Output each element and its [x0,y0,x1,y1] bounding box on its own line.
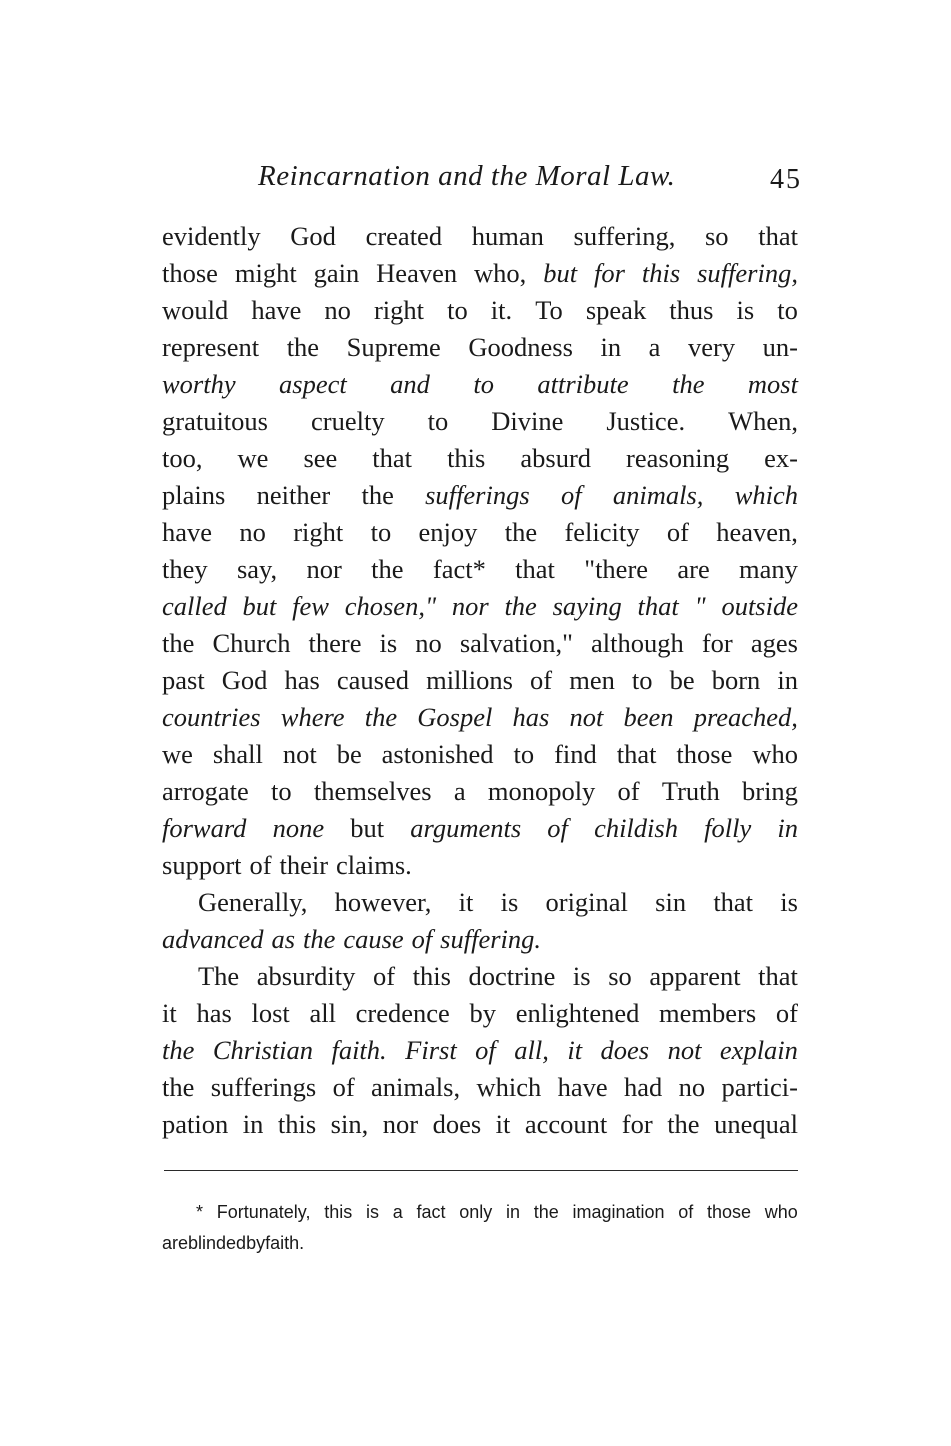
word: we [162,739,193,769]
word: it [495,1109,511,1139]
word: of [617,776,640,806]
word: the [162,1072,195,1102]
text-line [162,847,798,884]
text-line [162,477,798,514]
word: the [504,517,538,547]
word: be [669,665,695,695]
word: astonished [381,739,494,769]
word: it. [490,295,513,325]
word: in [777,665,798,695]
word: that [713,887,754,917]
word: preached, [693,702,798,732]
word: not [569,702,604,732]
word: ex- [764,443,798,473]
word: might [234,258,297,288]
word: find [554,739,597,769]
word: those [676,739,733,769]
word: this [641,258,681,288]
word: too, [162,443,203,473]
word: to [427,406,449,436]
running-head [162,160,802,200]
word: reasoning [626,443,730,473]
word: God [221,665,268,695]
text-line [162,958,798,995]
word: no [239,517,266,547]
word: the [533,1202,559,1222]
word: absurdity [256,961,356,991]
word: unequal [714,1109,798,1139]
word: apparent [649,961,741,991]
word: blinded [188,1233,247,1253]
word: salvation," [459,628,573,658]
text-line [162,699,798,736]
word: childish [594,813,678,843]
word: animals, [371,1072,461,1102]
word: thus [669,295,714,325]
word: to [777,295,798,325]
word: represent [162,332,260,362]
word: arrogate [162,776,249,806]
word: original [545,887,628,917]
word: Heaven [376,258,458,288]
text-line [162,995,798,1032]
word: of [678,1202,694,1222]
word: the [303,924,336,954]
word: it [162,998,177,1028]
word: no [324,295,351,325]
word: sufferings [425,480,530,510]
word: suffering, [697,258,798,288]
word: many [739,554,798,584]
word: all, [514,1035,549,1065]
word: evidently [162,221,261,251]
word: * [196,1202,204,1222]
word: caused [336,665,409,695]
word: felicity [564,517,640,547]
text-line [162,921,798,958]
word: to [473,369,494,399]
word: advanced [162,924,264,954]
word: called [162,591,227,621]
text-line [162,884,798,921]
running-title: Reincarnation and the Moral Law. [258,160,676,192]
word: imagination [572,1202,665,1222]
word: the [371,554,404,584]
word: countries [162,702,261,732]
word: it [567,1035,583,1065]
word: nor [382,1109,419,1139]
word: pation [162,1109,229,1139]
word: speak [585,295,647,325]
word: enjoy [418,517,478,547]
word: attribute [537,369,629,399]
word: but [543,258,578,288]
word: of [249,850,272,880]
text-line [162,292,798,329]
footnote-rule [164,1170,798,1171]
word: Church [212,628,291,658]
word: gain [313,258,360,288]
word: Divine [491,406,564,436]
word: this [412,961,451,991]
word: enlightened [515,998,640,1028]
text-line [162,255,798,292]
word: created [365,221,443,251]
text-line [162,366,798,403]
word: does [432,1109,482,1139]
word: be [336,739,362,769]
word: few [292,591,329,621]
word: but [242,591,277,621]
word: has [512,702,550,732]
word: born [711,665,761,695]
word: Goodness [468,332,573,362]
word: account [524,1109,608,1139]
word: to [271,776,292,806]
word: where [280,702,345,732]
word: Fortunately, [216,1202,311,1222]
word: and [390,369,430,399]
word: suffering. [440,924,542,954]
word: of [475,1035,496,1065]
word: the [672,369,705,399]
word: of [530,665,553,695]
word: is [365,1202,379,1222]
body-text [162,218,798,1143]
word: plains [162,480,226,510]
word: by [469,998,497,1028]
word: human [471,221,544,251]
word: who, [474,258,527,288]
word: is [780,887,798,917]
word: has [284,665,320,695]
word: fact [416,1202,446,1222]
word: doctrine [468,961,556,991]
text-line [162,551,798,588]
word: of [666,517,689,547]
word: that [758,221,798,251]
word: of [332,1072,355,1102]
word: nor [306,554,342,584]
word: faith. [331,1035,387,1065]
text-line [162,625,798,662]
word: that [637,591,679,621]
word: nor [451,591,489,621]
word: would [162,295,229,325]
footnote [162,1197,798,1259]
word: had [623,1072,663,1102]
word: gratuitous [162,406,268,436]
word: To [535,295,563,325]
text-line [162,662,798,699]
word: un- [762,332,798,362]
word: been [623,702,674,732]
word: past [162,665,205,695]
word: When, [728,406,798,436]
word: it [458,887,474,917]
word: the [286,332,320,362]
word: in [600,332,622,362]
word: no [678,1072,706,1102]
word: members [659,998,757,1028]
word: only [459,1202,493,1222]
text-line [162,440,798,477]
word: Gospel [417,702,493,732]
word: the [361,480,394,510]
word: the [364,702,398,732]
text-line [162,810,798,847]
word: arguments [410,813,522,843]
word: heaven, [716,517,798,547]
word: no [415,628,442,658]
word: not [282,739,317,769]
word: saying [552,591,622,621]
word: is [500,887,519,917]
word: of [547,813,568,843]
word: right [373,295,425,325]
word: lost [251,998,290,1028]
word: is [379,628,398,658]
word: as [271,924,296,954]
word: they [162,554,208,584]
word: are [162,1233,189,1253]
word: has [196,998,232,1028]
word: in [505,1202,520,1222]
word: a [648,332,661,362]
word: those [707,1202,752,1222]
word: right [293,517,344,547]
word: all [309,998,336,1028]
word: however, [334,887,432,917]
word: not [667,1035,702,1065]
word: that [372,443,413,473]
word: sufferings [210,1072,317,1102]
word: say, [236,554,278,584]
text-line [162,1106,798,1143]
word: forward [162,813,247,843]
word: outside [721,591,798,621]
word: " [694,591,706,621]
word: there [308,628,362,658]
word: who [764,1202,798,1222]
word: partici- [721,1072,798,1102]
word: in [777,813,798,843]
word: faith. [265,1233,305,1253]
text-line [162,1032,798,1069]
word: none [272,813,325,843]
word: does [600,1035,650,1065]
word: a [453,776,466,806]
word: Supreme [346,332,441,362]
word: which [476,1072,542,1102]
word: sin [655,887,687,917]
word: for [701,628,733,658]
word: to [513,739,535,769]
word: animals, [612,480,704,510]
word: this [324,1202,353,1222]
word: support [162,850,242,880]
word: have [557,1072,608,1102]
word: their [279,850,329,880]
word: are [677,554,710,584]
word: Generally, [198,887,308,917]
word: a [392,1202,403,1222]
word: this [447,443,486,473]
word: suffering, [573,221,676,251]
word: this [277,1109,317,1139]
text-line [162,403,798,440]
word: fact* [432,554,486,584]
word: sin, [330,1109,369,1139]
word: of [372,961,396,991]
footnote-line [162,1197,798,1228]
word: men [569,665,615,695]
word: that [515,554,555,584]
word: is [572,961,591,991]
word: although [591,628,684,658]
text-line [162,773,798,810]
word: for [621,1109,653,1139]
word: bring [742,776,798,806]
word: to [370,517,392,547]
word: but [350,813,385,843]
word: monopoly [487,776,596,806]
word: ages [750,628,798,658]
word: who [752,739,798,769]
word: "there [584,554,649,584]
text-line [162,218,798,255]
word: of [411,924,433,954]
word: we [237,443,269,473]
word: the [667,1109,700,1139]
word: First [405,1035,457,1065]
word: Justice. [606,406,686,436]
word: absurd [520,443,592,473]
text-line [162,514,798,551]
word: Christian [212,1035,313,1065]
word: those [162,258,218,288]
word: explain [719,1035,798,1065]
word: God [290,221,336,251]
word: to [447,295,468,325]
word: the [504,591,537,621]
footnote-line [162,1228,798,1259]
text-line [162,588,798,625]
word: which [734,480,798,510]
word: that [616,739,657,769]
word: by [246,1233,266,1253]
word: for [594,258,625,288]
word: see [303,443,338,473]
text-line [162,736,798,773]
word: of [775,998,798,1028]
word: millions [426,665,513,695]
word: cruelty [311,406,385,436]
word: have [251,295,302,325]
word: the [162,628,195,658]
word: chosen," [344,591,437,621]
word: neither [256,480,331,510]
word: so [608,961,632,991]
word: credence [355,998,450,1028]
word: The [198,961,240,991]
word: is [736,295,755,325]
word: most [747,369,798,399]
word: the [162,1035,195,1065]
word: folly [704,813,752,843]
word: very [688,332,736,362]
word: worthy [162,369,236,399]
text-line [162,1069,798,1106]
word: that [758,961,798,991]
word: cause [343,924,404,954]
word: Truth [661,776,720,806]
word: in [242,1109,264,1139]
text-line [162,329,798,366]
word: of [560,480,582,510]
word: to [631,665,653,695]
word: themselves [313,776,432,806]
word: claims. [335,850,412,880]
word: have [162,517,213,547]
word: shall [212,739,263,769]
word: aspect [279,369,347,399]
word: so [704,221,729,251]
page-number: 45 [770,164,802,195]
